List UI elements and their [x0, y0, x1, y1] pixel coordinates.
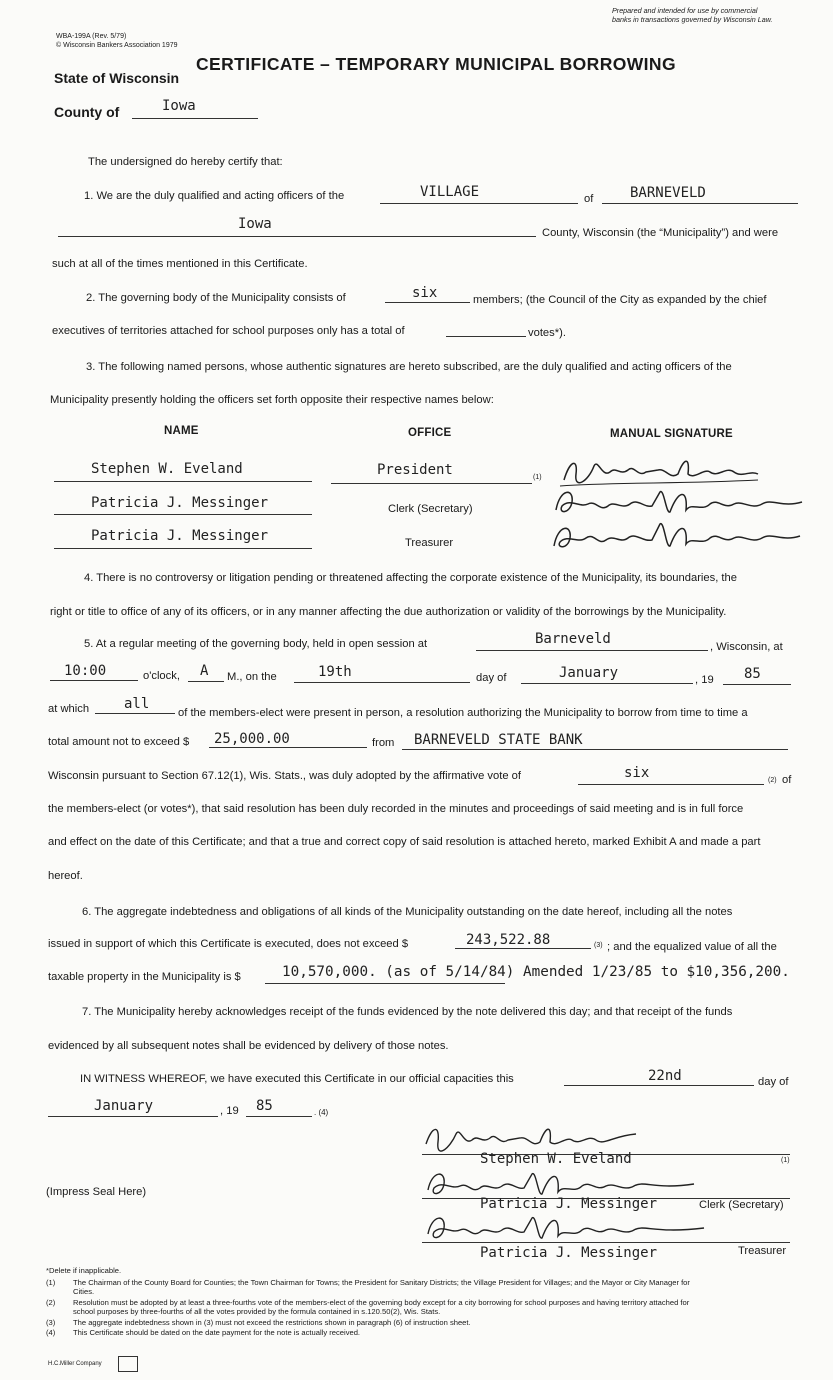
form-code: WBA-199A (Rev. 5/79): [56, 33, 127, 40]
p5-19: , 19: [695, 674, 714, 686]
p5-text-c: total amount not to exceed $: [48, 736, 190, 748]
witness-text: IN WITNESS WHEREOF, we have executed this Certificate in our official capacities this: [80, 1073, 514, 1085]
state-label: State of Wisconsin: [54, 70, 180, 86]
footnote-num: (4): [46, 1328, 56, 1337]
p6-text-c: ; and the equalized value of all the: [607, 941, 777, 953]
witness-month: January: [94, 1098, 154, 1114]
equalized-value: 10,570,000. (as of 5/14/84) Amended 1/23/85 to $10,356,200.: [282, 964, 790, 980]
officer-name: Patricia J. Messinger: [91, 495, 269, 511]
footnote-text-cont: Cities.: [73, 1287, 95, 1296]
prepared-note-line-1: Prepared and intended for use by commercial: [612, 6, 758, 15]
p7-text-b: evidenced by all subsequent notes shall be evidenced by delivery of those notes.: [48, 1040, 449, 1052]
document-title: CERTIFICATE – TEMPORARY MUNICIPAL BORROWING: [196, 54, 676, 74]
meeting-place: Barneveld: [535, 631, 611, 647]
officer-office: President: [377, 462, 453, 478]
p5-text-b: of the members-elect were present in person, a resolution authorizing the Municipality to borrow from time to time a: [178, 707, 748, 719]
footnote-text: This Certificate should be dated on the date payment for the note is actually received.: [73, 1328, 361, 1337]
p5-from: from: [372, 737, 395, 749]
witness-note4: . (4): [314, 1108, 329, 1117]
p5-note2: (2): [768, 777, 777, 784]
p5-text-e: the members-elect (or votes*), that said resolution has been duly recorded in the minutes and proceedings of said meeting and is in full force: [48, 803, 744, 815]
lender-bank: BARNEVELD STATE BANK: [414, 732, 583, 748]
footnote-text: The Chairman of the County Board for Counties; the Town Chairman for Towns; the President for Sanitary Districts; the Village President for Villages; and the Mayor or City Manager for: [73, 1278, 690, 1287]
p5-m: M., on the: [227, 671, 277, 683]
meeting-day: 19th: [318, 664, 352, 680]
p2-text-c: executives of territories attached for school purposes only has a total of: [52, 325, 405, 337]
p3-text-b: Municipality presently holding the officers set forth opposite their respective names below:: [50, 394, 494, 406]
column-header-name: NAME: [164, 425, 199, 437]
column-header-office: OFFICE: [408, 427, 452, 439]
column-header-signature: MANUAL SIGNATURE: [610, 428, 733, 440]
p5-text-f: and effect on the date of this Certificate; and that a true and correct copy of said resolution is attached hereto, marked Exhibit A and made a part: [48, 836, 761, 848]
footnote-text-cont: school purposes by three-fourths of all the votes provided by the formula contained in s.120.50(2), Wis. Stats.: [73, 1307, 441, 1316]
p1-of: of: [584, 193, 594, 205]
sig-row-name: Patricia J. Messinger: [480, 1245, 658, 1261]
footnote-num: (2): [46, 1298, 56, 1307]
sig-row-title: (1): [781, 1157, 790, 1164]
p1-text-b: County, Wisconsin (the “Municipality”) and were: [542, 227, 779, 239]
witness-dayof: day of: [758, 1076, 789, 1088]
p5-text-a: 5. At a regular meeting of the governing body, held in open session at: [84, 638, 428, 650]
meeting-year: 85: [744, 666, 761, 682]
footnote-num: (3): [46, 1318, 56, 1327]
county-value: Iowa: [162, 98, 196, 114]
meeting-ampm: A: [200, 663, 209, 679]
p5-of: of: [782, 774, 792, 786]
borrow-amount: 25,000.00: [214, 731, 290, 747]
p7-text-a: 7. The Municipality hereby acknowledges receipt of the funds evidenced by the note delivered this day; and that receipt of the funds: [82, 1006, 733, 1018]
printer-name: H.C.Miller Company: [48, 1361, 102, 1367]
witness-19: , 19: [220, 1105, 239, 1117]
p5-text-d: Wisconsin pursuant to Section 67.12(1), Wis. Stats., was duly adopted by the affirmative vote of: [48, 770, 522, 782]
intro-text: The undersigned do hereby certify that:: [88, 156, 283, 168]
members-present: all: [124, 696, 150, 712]
p4-text-a: 4. There is no controversy or litigation pending or threatened affecting the corporate existence of the Municipality, its boundaries, the: [84, 572, 737, 584]
p2-text-d: votes*).: [528, 327, 566, 339]
sig-row-name: Stephen W. Eveland: [480, 1151, 632, 1167]
p5-wisconsin: , Wisconsin, at: [710, 641, 783, 653]
municipality-type: VILLAGE: [420, 184, 480, 200]
p6-note3: (3): [594, 942, 603, 949]
meeting-time: 10:00: [64, 663, 107, 679]
sig-row-title: Clerk (Secretary): [699, 1199, 784, 1211]
footnote-text: The aggregate indebtedness shown in (3) must not exceed the restrictions shown in paragraph (6) of instruction sheet.: [73, 1318, 471, 1327]
p3-text-a: 3. The following named persons, whose authentic signatures are hereto subscribed, are the duly qualified and acting officers of the: [86, 361, 732, 373]
p1-text-a: 1. We are the duly qualified and acting officers of the: [84, 190, 345, 202]
seal-placeholder: (Impress Seal Here): [46, 1186, 147, 1198]
p5-dayof: day of: [476, 672, 507, 684]
footnote-text: Resolution must be adopted by at least a three-fourths vote of the members-elect of the governing body except for a city borrowing for school purposes and having territory attached for: [73, 1298, 690, 1307]
prepared-note: [612, 6, 773, 24]
officer-name: Stephen W. Eveland: [91, 461, 243, 477]
member-count: six: [412, 285, 438, 301]
prepared-note-line-2: banks in transactions governed by Wisconsin Law.: [612, 15, 773, 24]
witness-day: 22nd: [648, 1068, 682, 1084]
p6-text-b: issued in support of which this Certificate is executed, does not exceed $: [48, 938, 409, 950]
p2-text-a: 2. The governing body of the Municipality consists of: [86, 292, 346, 304]
witness-year: 85: [256, 1098, 273, 1114]
signature-treasurer: [548, 518, 808, 563]
affirmative-vote: six: [624, 765, 650, 781]
officer-name: Patricia J. Messinger: [91, 528, 269, 544]
meeting-month: January: [559, 665, 619, 681]
p6-text-a: 6. The aggregate indebtedness and obligations of all kinds of the Municipality outstanding on the date hereof, including all the notes: [82, 906, 733, 918]
officer-office: Clerk (Secretary): [388, 503, 473, 515]
footnote-num: (1): [46, 1278, 56, 1287]
sig-row-name: Patricia J. Messinger: [480, 1196, 658, 1212]
aggregate-debt: 243,522.88: [466, 932, 551, 948]
p1-text-c: such at all of the times mentioned in this Certificate.: [52, 258, 308, 270]
municipality-county: Iowa: [238, 216, 272, 232]
county-label: County of: [54, 104, 120, 120]
p4-text-b: right or title to office of any of its officers, or in any manner affecting the due authorization or validity of the borrowings by the Municipality.: [50, 606, 727, 618]
copyright: © Wisconsin Bankers Association 1979: [56, 42, 178, 49]
printer-logo-icon: [118, 1356, 138, 1372]
p6-text-d: taxable property in the Municipality is $: [48, 971, 241, 983]
p5-oclock: o'clock,: [143, 670, 180, 682]
municipality-name: BARNEVELD: [630, 185, 706, 201]
footnote-star: *Delete if inapplicable.: [46, 1266, 122, 1275]
p5-atwhich: at which: [48, 703, 90, 715]
sig-row-title: Treasurer: [738, 1245, 787, 1257]
p2-text-b: members; (the Council of the City as expanded by the chief: [473, 294, 767, 306]
p5-text-g: hereof.: [48, 870, 83, 882]
officer-note: (1): [533, 474, 542, 481]
officer-office: Treasurer: [405, 537, 454, 549]
